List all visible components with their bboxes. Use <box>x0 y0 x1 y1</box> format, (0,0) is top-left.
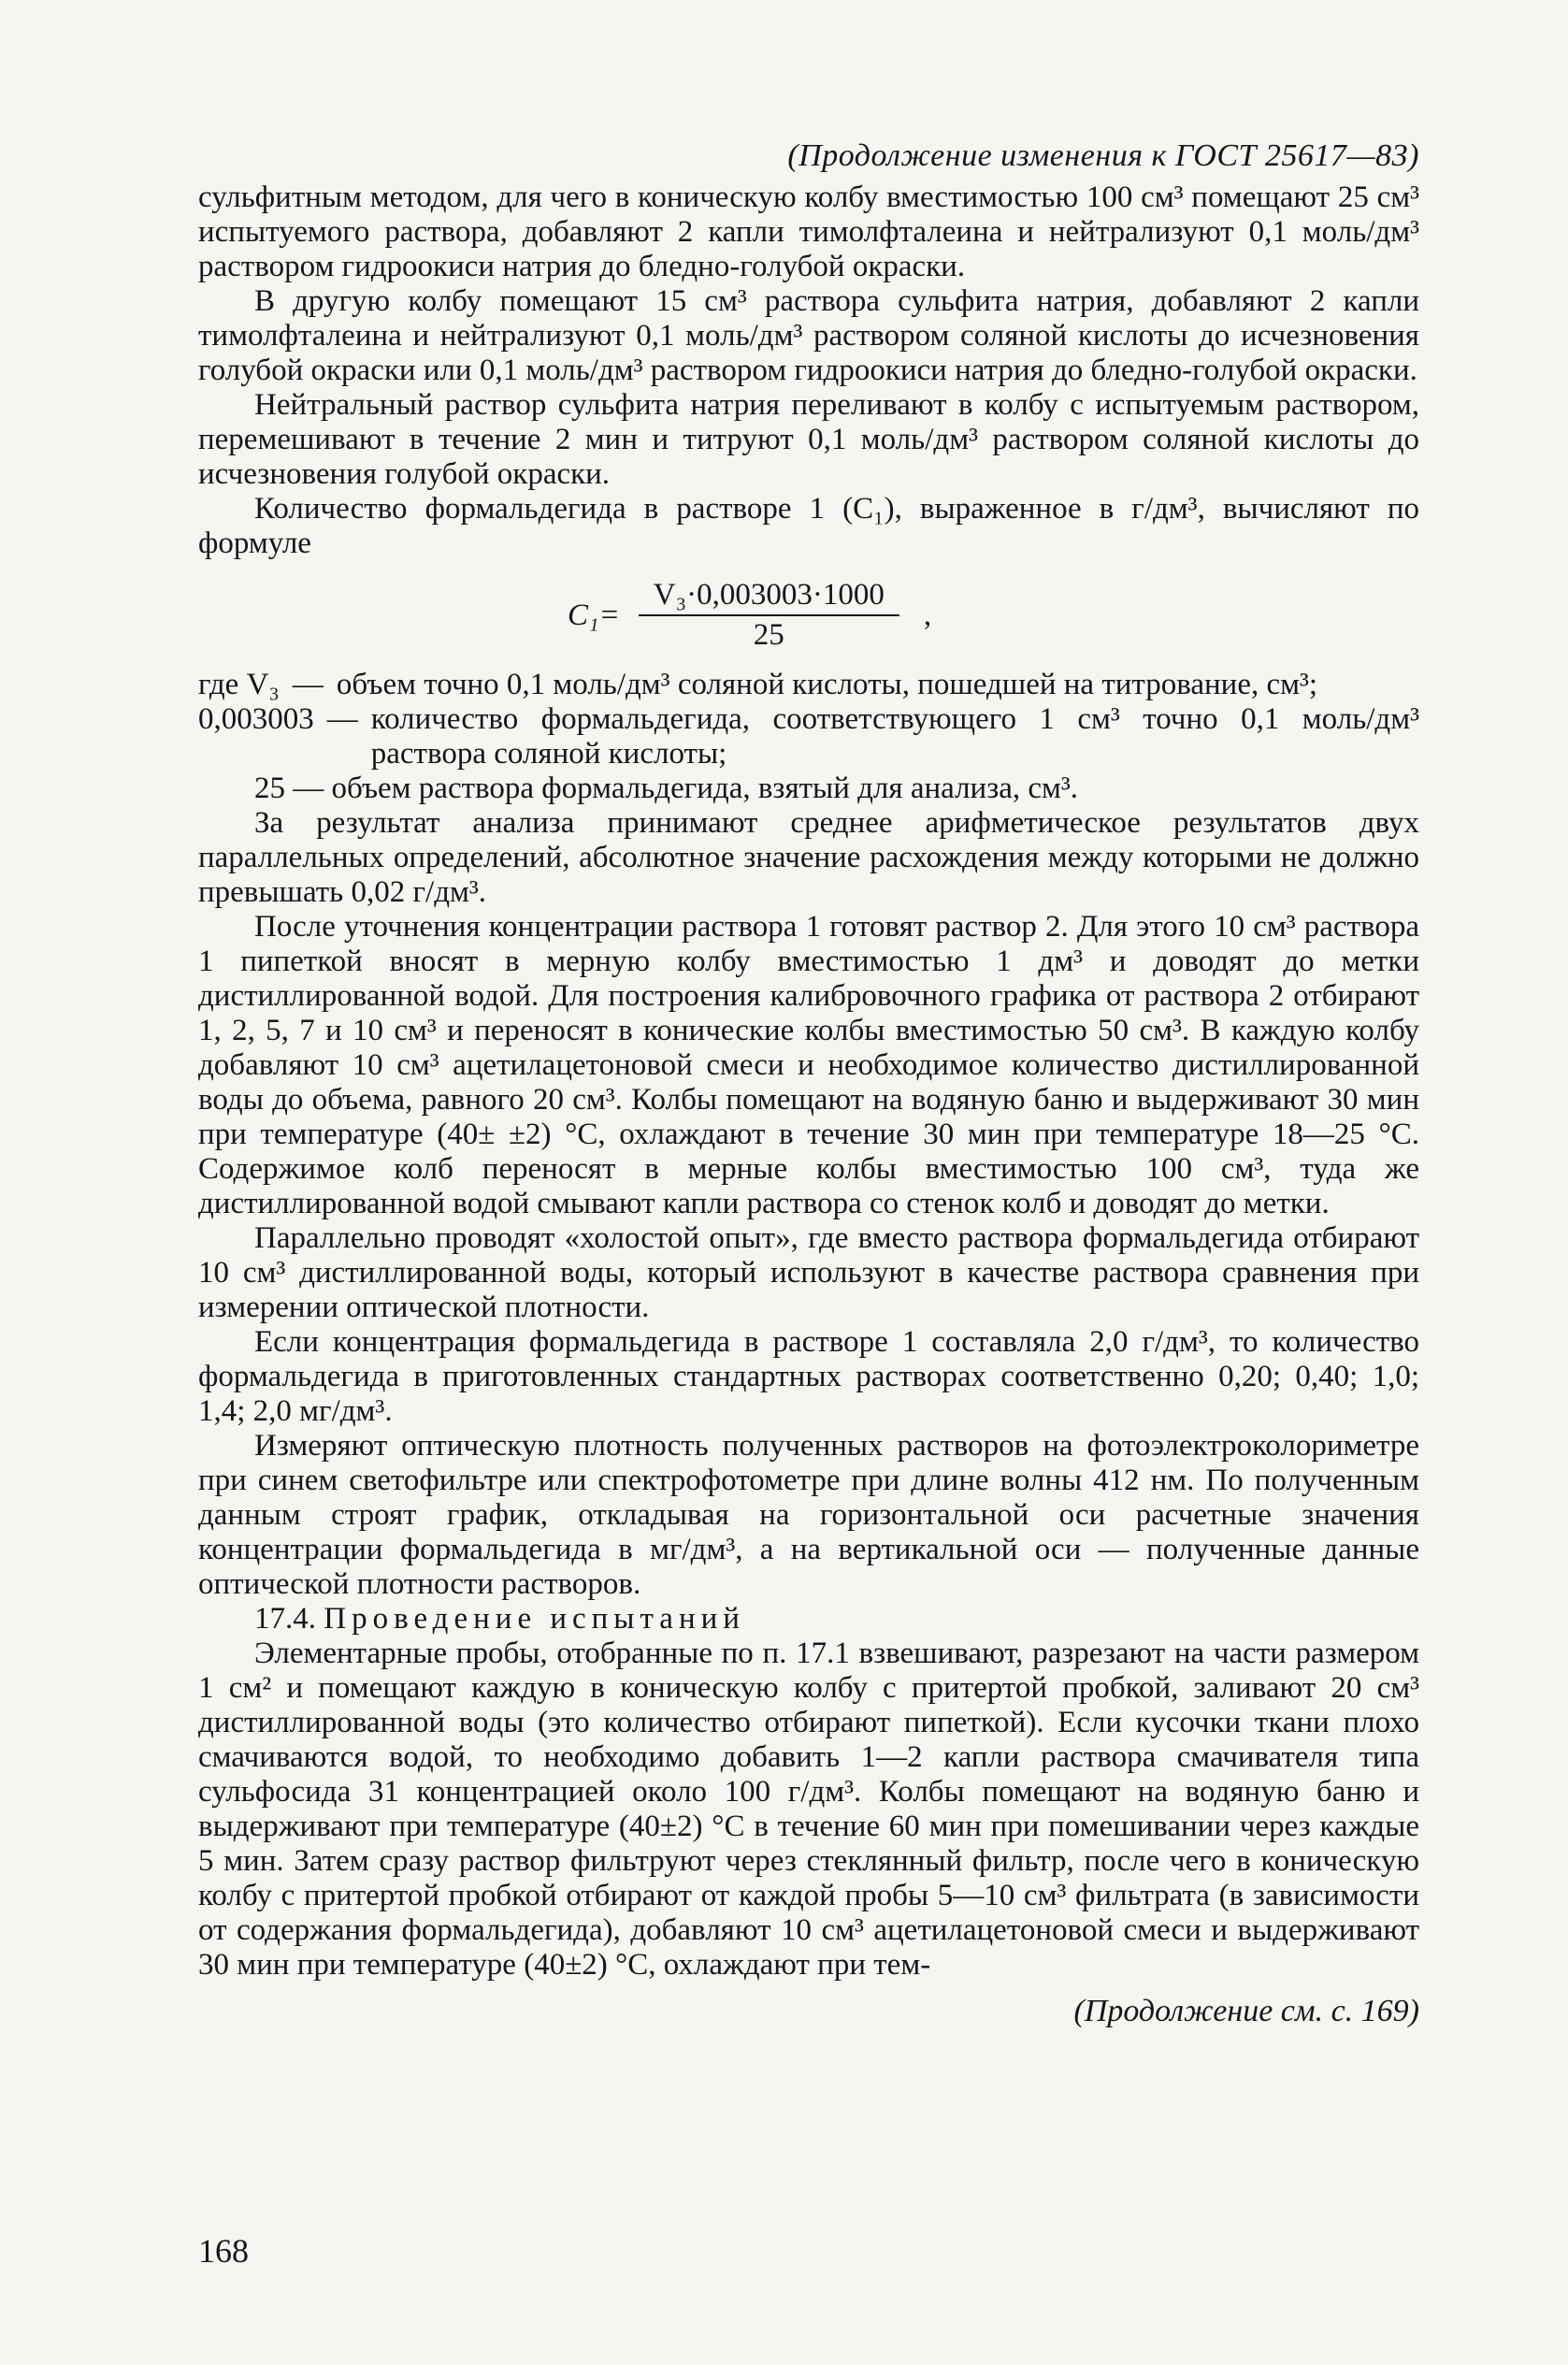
legend-desc-constant: количество формальдегида, соответствующего 1 см³ точно 0,1 моль/дм³ раствора соляной кислоты; <box>370 702 1419 771</box>
legend-v3 <box>198 668 1419 702</box>
legend-dash: — <box>292 668 324 701</box>
paragraph-formaldehyde-amount: Количество формальдегида в растворе 1 (C₁), выраженное в г/дм³, вычисляют по формуле <box>198 492 1419 560</box>
paragraph-sulfite-method: сульфитным методом, для чего в коническую колбу вместимостью 100 см³ помещают 25 см³ испытуемого раствора, добавляют 2 капли тимолфталеина и нейтрализуют 0,1 моль/дм³ раствором гидроокиси натрия до бледно-голубой окраски. <box>198 180 1419 283</box>
section-title: Проведение испытаний <box>324 1602 745 1636</box>
paragraph-neutral-solution: Нейтральный раствор сульфита натрия переливают в колбу с испытуемым раствором, перемешивают в течение 2 мин и титруют 0,1 моль/дм³ раствором соляной кислоты до исчезновения голубой окраски. <box>198 388 1419 491</box>
formula-lhs: C₁= <box>568 598 620 632</box>
paragraph-concentration: Если концентрация формальдегида в растворе 1 составляла 2,0 г/дм³, то количество формальдегида в приготовленных стандартных растворах соответственно 0,20; 0,40; 1,0; 1,4; 2,0 мг/дм³. <box>198 1325 1419 1428</box>
formula-numerator: V₃·0,003003·1000 <box>639 578 899 616</box>
formula-comma: , <box>923 598 932 632</box>
paragraph-testing: Элементарные пробы, отобранные по п. 17.1 взвешивают, разрезают на части размером 1 см² и помещают каждую в коническую колбу с притертой пробкой, заливают 20 см³ дистиллированной воды (это количество отбирают пипеткой). Если кусочки ткани плохо смачиваются водой, то необходимо добавить 1—2 капли раствора смачивателя типа сульфосида 31 концентрацией около 100 г/дм³. Колбы помещают на водяную баню и выдерживают при температуре (40±2) °С в течение 60 мин при помешивании через каждые 5 мин. Затем сразу раствор фильтруют через стеклянный фильтр, после чего в коническую колбу с притертой пробкой отбирают от каждой пробы 5—10 см³ фильтрата (в зависимости от содержания формальдегида), добавляют 10 см³ ацетилацетоновой смеси и выдерживают 30 мин при температуре (40±2) °С, охлаждают при тем- <box>198 1637 1419 1982</box>
formula-denominator: 25 <box>753 618 784 652</box>
legend-term-v3: где V₃ <box>198 668 280 701</box>
legend-volume: 25 — объем раствора формальдегида, взятый для анализа, см³. <box>254 772 1079 805</box>
legend-desc-v3: объем точно 0,1 моль/дм³ соляной кислоты, пошедшей на титрование, см³; <box>336 668 1318 701</box>
paragraph-calibration: После уточнения концентрации раствора 1 готовят раствор 2. Для этого 10 см³ раствора 1 пипеткой вносят в мерную колбу вместимостью 1 дм³ и доводят до метки дистиллированной водой. Для построения калибровочного графика от раствора 2 отбирают 1, 2, 5, 7 и 10 см³ и переносят в конические колбы вместимостью 50 см³. В каждую колбу добавляют 10 см³ ацетилацетоновой смеси и необходимое количество дистиллированной воды до объема, равного 20 см³. Колбы помещают на водяную баню и выдерживают 30 мин при температуре (40± ±2) °С, охлаждают в течение 30 мин при температуре 18—25 °С. Содержимое колб переносят в мерные колбы вместимостью 100 см³, туда же дистиллированной водой смывают капли раствора со стенок колб и доводят до метки. <box>198 910 1419 1220</box>
paragraph-blank-test: Параллельно проводят «холостой опыт», где вместо раствора формальдегида отбирают 10 см³ дистиллированной воды, который используют в качестве раствора сравнения при измерении оптической плотности. <box>198 1221 1419 1324</box>
paragraph-result: За результат анализа принимают среднее арифметическое результатов двух параллельных определений, абсолютное значение расхождения между которыми не должно превышать 0,02 г/дм³. <box>198 806 1419 909</box>
formula-c1 <box>198 570 1419 660</box>
legend-dash: — <box>326 702 358 736</box>
section-heading <box>198 1602 1419 1637</box>
legend-constant <box>198 702 1419 772</box>
legend-term-constant: 0,003003 <box>198 702 314 736</box>
document-page <box>198 138 1419 2028</box>
paragraph-second-flask: В другую колбу помещают 15 см³ раствора сульфита натрия, добавляют 2 капли тимолфталеина и нейтрализуют 0,1 моль/дм³ раствором соляной кислоты до исчезновения голубой окраски или 0,1 моль/дм³ раствором гидроокиси натрия до бледно-голубой окраски. <box>198 284 1419 387</box>
paragraph-optical-density: Измеряют оптическую плотность полученных растворов на фотоэлектроколориметре при синем светофильтре или спектрофотометре при длине волны 412 нм. По полученным данным строят график, откладывая на горизонтальной оси расчетные значения концентрации формальдегида в мг/дм³, а на вертикальной оси — полученные данные оптической плотности растворов. <box>198 1429 1419 1601</box>
continuation-header: (Продолжение изменения к ГОСТ 25617—83) <box>787 138 1419 173</box>
continuation-footer: (Продолжение см. с. 169) <box>1073 1994 1419 2028</box>
section-number: 17.4. <box>254 1602 316 1636</box>
formula-fraction <box>639 578 899 653</box>
page-number: 168 <box>198 2232 249 2270</box>
